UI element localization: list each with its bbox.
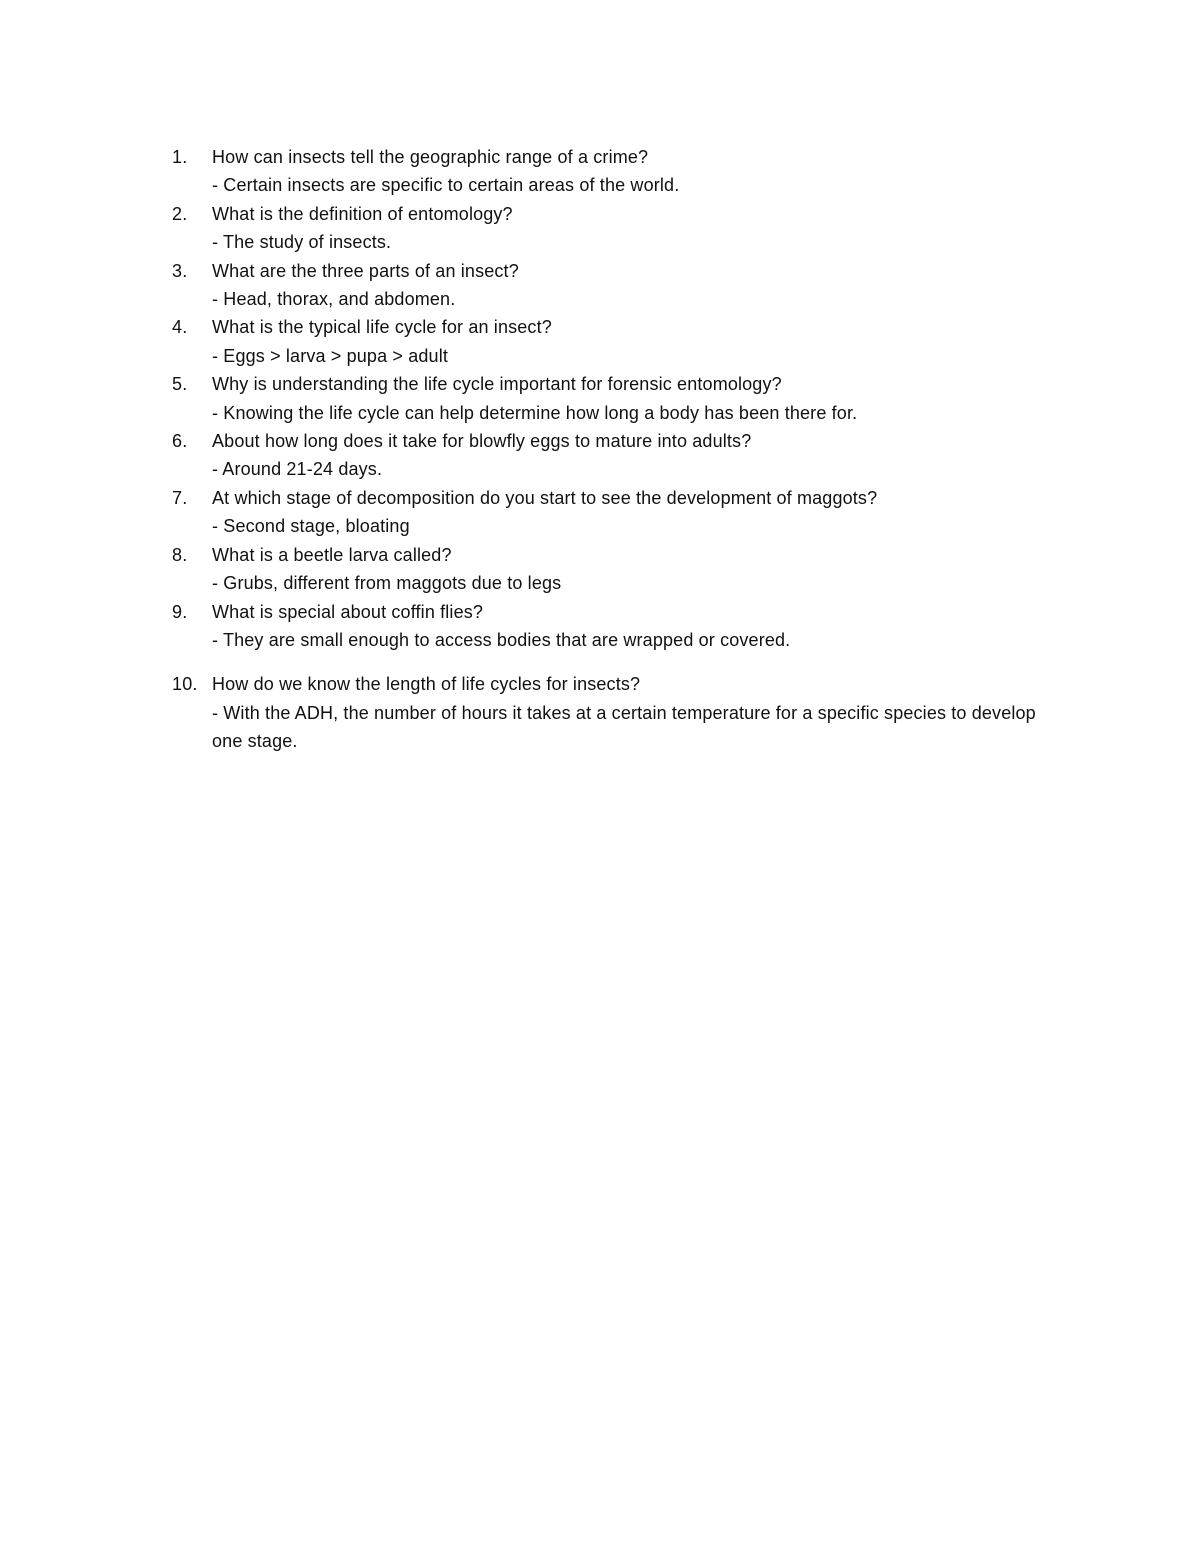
question-text: What are the three parts of an insect? — [212, 260, 519, 281]
qa-item-2 — [172, 200, 1052, 257]
question-text: How can insects tell the geographic range of a crime? — [212, 147, 649, 167]
question-text: About how long does it take for blowfly eggs to mature into adults? — [212, 431, 752, 452]
qa-item-9 — [172, 598, 1052, 655]
item-number: 7. — [172, 487, 188, 508]
question-text: What is special about coffin flies? — [212, 601, 484, 622]
question-text: What is a beetle larva called? — [212, 544, 452, 565]
qa-item-8 — [172, 541, 1052, 598]
item-number: 3. — [172, 260, 188, 281]
question-text: At which stage of decomposition do you start to see the development of maggots? — [212, 487, 878, 508]
item-number: 1. — [172, 147, 188, 167]
qa-item-7 — [172, 484, 1052, 541]
item-number: 4. — [172, 317, 188, 338]
item-number: 9. — [172, 601, 188, 622]
qa-list — [172, 143, 1052, 756]
item-number: 5. — [172, 374, 188, 395]
qa-item-6 — [172, 427, 1052, 484]
answer-text: - With the ADH, the number of hours it takes at a certain temperature for a specific species to develop one stage. — [212, 702, 1036, 752]
item-number: 10. — [172, 674, 198, 695]
answer-text: - Certain insects are specific to certain areas of the world. — [212, 175, 680, 196]
answer-text: - Eggs > larva > pupa > adult — [212, 345, 449, 366]
qa-item-10 — [172, 670, 1052, 755]
qa-item-1 — [172, 143, 1052, 200]
question-text: What is the typical life cycle for an insect? — [212, 317, 552, 338]
item-number: 6. — [172, 431, 188, 452]
answer-text: - Around 21-24 days. — [212, 459, 383, 480]
item-number: 8. — [172, 544, 188, 565]
answer-text: - The study of insects. — [212, 232, 392, 253]
answer-text: - They are small enough to access bodies that are wrapped or covered. — [212, 629, 791, 650]
answer-text: - Second stage, bloating — [212, 516, 410, 537]
answer-text: - Head, thorax, and abdomen. — [212, 289, 456, 310]
question-text: Why is understanding the life cycle important for forensic entomology? — [212, 374, 782, 395]
question-text: What is the definition of entomology? — [212, 203, 513, 224]
qa-item-3 — [172, 257, 1052, 314]
question-text: How do we know the length of life cycles for insects? — [212, 674, 641, 695]
qa-item-4 — [172, 313, 1052, 370]
item-number: 2. — [172, 203, 188, 224]
answer-text: - Knowing the life cycle can help determine how long a body has been there for. — [212, 402, 858, 423]
answer-text: - Grubs, different from maggots due to legs — [212, 573, 562, 594]
qa-item-5 — [172, 370, 1052, 427]
